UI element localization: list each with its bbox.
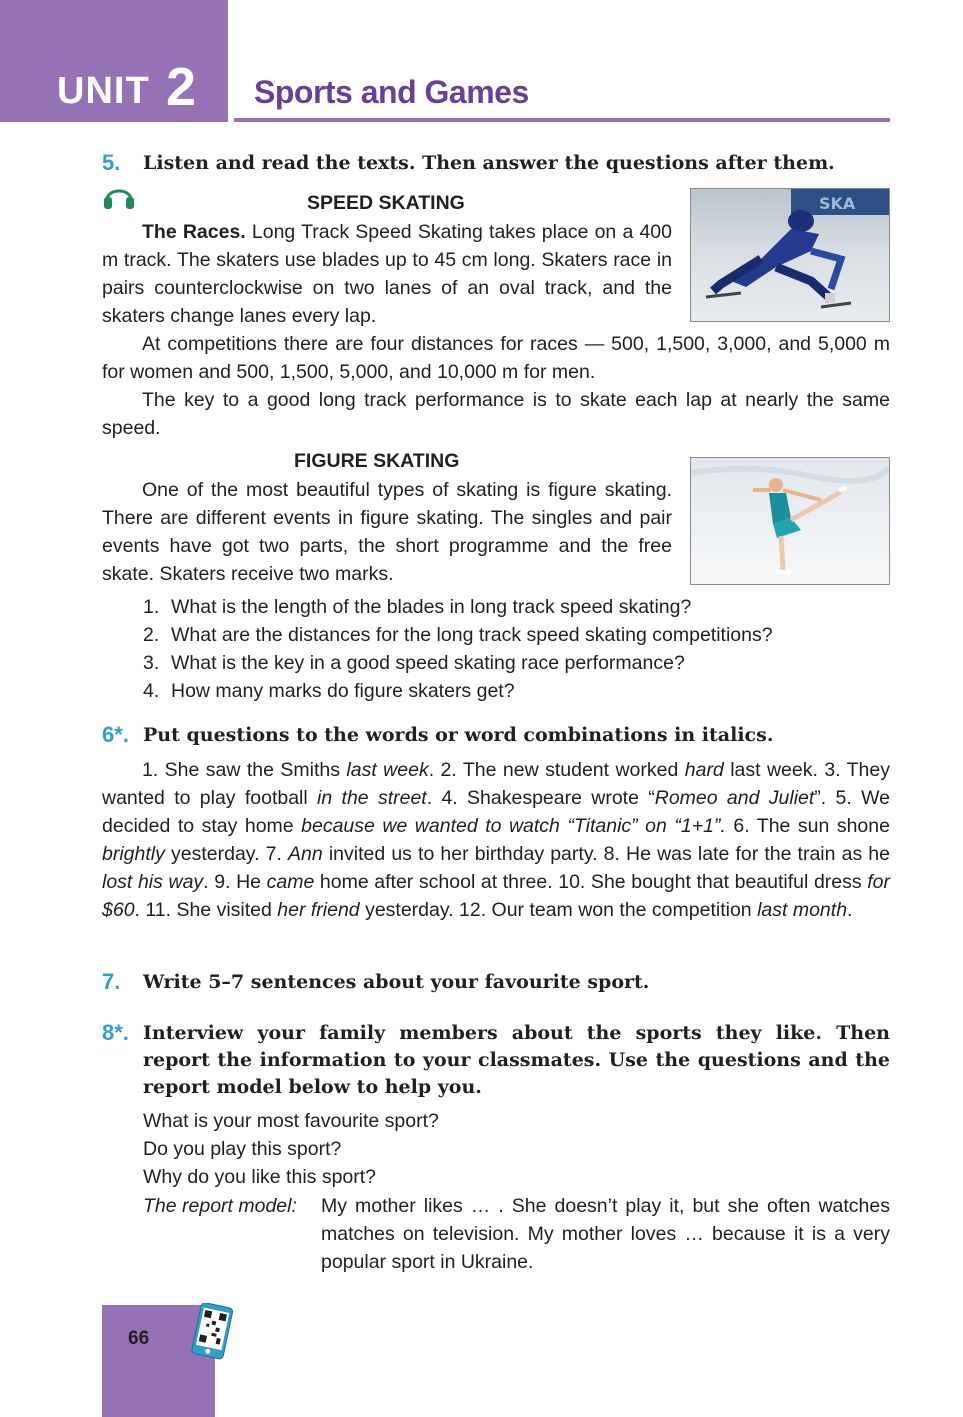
speed-skating-paragraph-1 — [102, 218, 672, 330]
speed-skater-photo — [690, 188, 890, 322]
figure-skating-heading: FIGURE SKATING — [294, 450, 460, 472]
page-number: 66 — [128, 1328, 150, 1349]
exercise-8-number: 8*. — [102, 1020, 129, 1045]
question-item: 2. What are the distances for the long track speed skating competitions? — [143, 624, 773, 646]
unit-label: UNIT — [57, 70, 150, 112]
question-item: 1. What is the length of the blades in long track speed skating? — [143, 596, 692, 618]
interview-question: Do you play this sport? — [143, 1138, 342, 1160]
page-title: Sports and Games — [254, 74, 529, 110]
exercise-6-instruction: Put questions to the words or word combinations in italics. — [143, 724, 774, 746]
interview-question: Why do you like this sport? — [143, 1166, 377, 1188]
exercise-5-number: 5. — [102, 150, 121, 175]
figure-skating-paragraph: One of the most beautiful types of skating is figure skating. There are different events in figure skating. The singles and pair events have got two parts, the short programme and the free skate. Skaters receive two marks. — [102, 479, 672, 585]
exercise-6-number: 6*. — [102, 722, 129, 747]
exercise-8-instruction: Interview your family members about the sports they like. Then report the information to your classmates. Use the questions and the report model below to help you. — [143, 1022, 890, 1098]
speed-skating-paragraph-2: At competitions there are four distances for races — 500, 1,500, 3,000, and 5,000 m for women and 500, 1,500, 5,000, and 10,000 m for men. — [102, 333, 890, 383]
unit-number: 2 — [166, 57, 197, 117]
speed-skating-paragraph-3: The key to a good long track performance is to skate each lap at nearly the same speed. — [102, 389, 890, 439]
banner-text: SKA — [819, 194, 856, 213]
question-item: 4. How many marks do figure skaters get? — [143, 680, 515, 702]
exercise-8-questions — [143, 1107, 890, 1191]
exercise-7-number: 7. — [102, 969, 121, 994]
races-text: Long Track Speed Skating takes place on a 400 m track. The skaters use blades up to 45 cm long. Skaters race in pairs counterclockwise on two lanes of an oval track, and the skaters change lanes every lap. — [102, 221, 672, 327]
exercise-5-questions — [143, 593, 773, 705]
exercise-7-instruction: Write 5–7 sentences about your favourite sport. — [143, 971, 650, 993]
title-rule — [234, 118, 890, 122]
races-lead: The Races. — [142, 221, 246, 243]
interview-question: What is your most favourite sport? — [143, 1110, 439, 1132]
headphones-icon[interactable] — [102, 184, 136, 210]
exercise-5-instruction: Listen and read the texts. Then answer the questions after them. — [143, 152, 835, 174]
figure-skater-photo — [690, 457, 890, 585]
speed-skating-heading: SPEED SKATING — [307, 192, 465, 214]
exercise-6-sentences: 1. She saw the Smiths last week. 2. The new student worked hard last week. 3. They wanted to play football in the street. 4. Shakespeare wrote “Romeo and Juliet”. 5. We decided to stay home because we wanted to watch “Titanic” on “1+1”. 6. The sun shone brightly yesterday. 7. Ann invited us to her birthday party. 8. He was late for the train as he lost his way. 9. He came home after school at three. 10. She bought that beautiful dress for $60. 11. She visited her friend yesterday. 12. Our team won the competition last month. — [102, 759, 890, 921]
report-model-text: My mother likes … . She doesn’t play it, but she often watches matches on television. My mother loves … because it is a very popular sport in Ukraine. — [321, 1195, 890, 1273]
question-item: 3. What is the key in a good speed skating race performance? — [143, 652, 685, 674]
phone-qr-icon[interactable] — [190, 1303, 236, 1366]
report-model-label: The report model: — [143, 1195, 297, 1217]
